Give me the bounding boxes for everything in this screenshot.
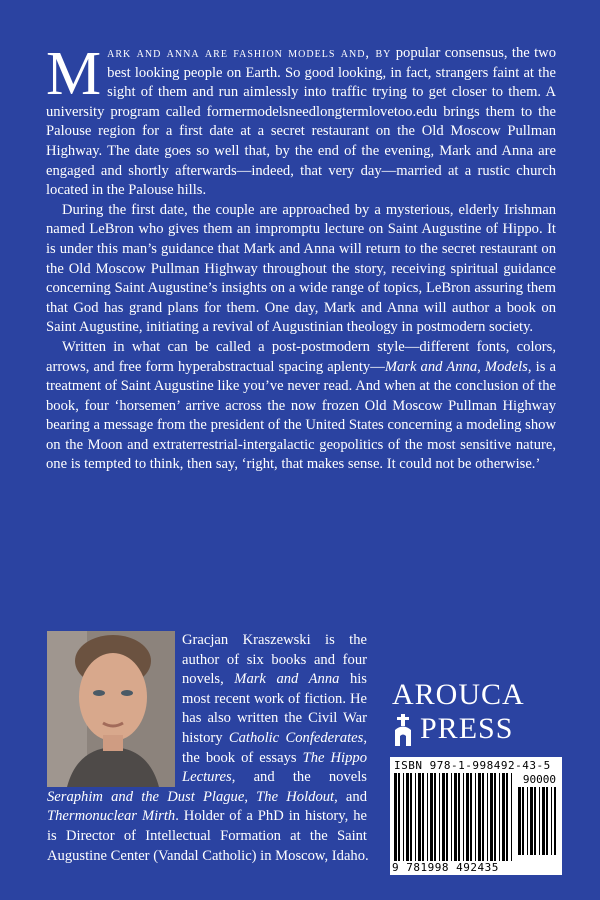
bio-title-italic: Thermonuclear Mirth xyxy=(47,808,176,825)
publisher-name-line2: PRESS xyxy=(420,712,514,745)
bio-text: . Holder of a PhD in history, he is Director of Intellectual Formation at the Saint Augustine Center (Vandal Catholic) in Moscow, Idaho. xyxy=(47,808,369,864)
blurb-p3-text-a: Written in what can be called a post-postmodern style—different fonts, colors, arrows, and free form hyperabstractual spacing aplenty— xyxy=(46,338,556,375)
bio-text: his most recent work of fiction. He has also written the Civil War history xyxy=(182,671,367,746)
opening-small-caps: ark and anna are fashion models and, by xyxy=(107,45,392,61)
barcode-bars xyxy=(394,773,514,865)
blurb-paragraph-3 xyxy=(46,338,556,475)
isbn-barcode xyxy=(390,757,562,875)
price-barcode-bars xyxy=(518,787,556,857)
blurb-paragraph-1 xyxy=(46,40,556,201)
publisher-name-line1: AROUCA xyxy=(392,678,525,711)
back-cover-blurb xyxy=(46,40,556,475)
ean-digits: 9 781998 492435 xyxy=(392,861,499,874)
blurb-p1-text: popular consensus, the two best looking people on Earth. So good looking, in fact, strangers faint at the sight of them and run aimlessly into traffic trying to get closer to them. A university program called formermodelsneedlongtermlovetoo.edu brings them to the Palouse region for a first date at a secret restaurant on the Old Moscow Pullman Highway. The date goes so well that, by the end of the evening, Mark and Anna are engaged and shortly afterwards—indeed, that very day—married at a rustic church located in the Palouse hills. xyxy=(46,45,556,199)
publisher-logo xyxy=(392,678,560,748)
bio-text: , and the novels xyxy=(231,769,367,786)
isbn-label: ISBN 978-1-998492-43-5 xyxy=(394,759,551,772)
blurb-p3-text-b: , is a treatment of Saint Augustine like you’ve never read. And when at the conclusion of the book, four ‘horsemen’ arrive across the now frozen Old Moscow Pullman Highway bearing a message from the president of the United States concerning a modeling show on the Moon and extraterrestrial-intergalactic geopolitics of the most sensitive nature, one is tempted to think, then say, ‘right, that makes sense. It could not be otherwise.’ xyxy=(46,358,556,473)
price-code: 90000 xyxy=(522,773,556,786)
bio-title-italic: The Hippo Lectures xyxy=(182,749,367,786)
bio-title-italic: Catholic Confederates xyxy=(228,729,364,746)
blurb-paragraph-2: During the first date, the couple are approached by a mysterious, elderly Irishman named LeBron who gives them an impromptu lecture on Saint Augustine of Hippo. It is under this man’s guidance that Mark and Anna will return to the secret restaurant on the Old Moscow Pullman Highway throughout the story, receiving spiritual guidance concerning Saint Augustine’s insights on a wide range of topics, LeBron assuring them that God has grand plans for them. One day, Mark and Anna will author a book on Saint Augustine, initiating a revival of Augustinian theology in postmodern society. xyxy=(46,201,556,336)
photo-spacer xyxy=(47,631,182,787)
bio-text: , the book of essays xyxy=(182,729,367,766)
bio-text: , and xyxy=(334,788,368,805)
bio-title-italic: Mark and Anna xyxy=(234,671,340,688)
bio-title-italic: The Holdout xyxy=(256,788,335,805)
bio-text: Gracjan Kraszewski is the author of six books and four novels, xyxy=(182,632,367,688)
bio-title-italic: Seraphim and the Dust Plague xyxy=(47,788,245,805)
drop-cap: M xyxy=(46,40,102,108)
book-title-italic: Mark and Anna, Models xyxy=(384,358,528,375)
church-icon xyxy=(392,714,414,746)
bio-text: , xyxy=(244,788,257,805)
